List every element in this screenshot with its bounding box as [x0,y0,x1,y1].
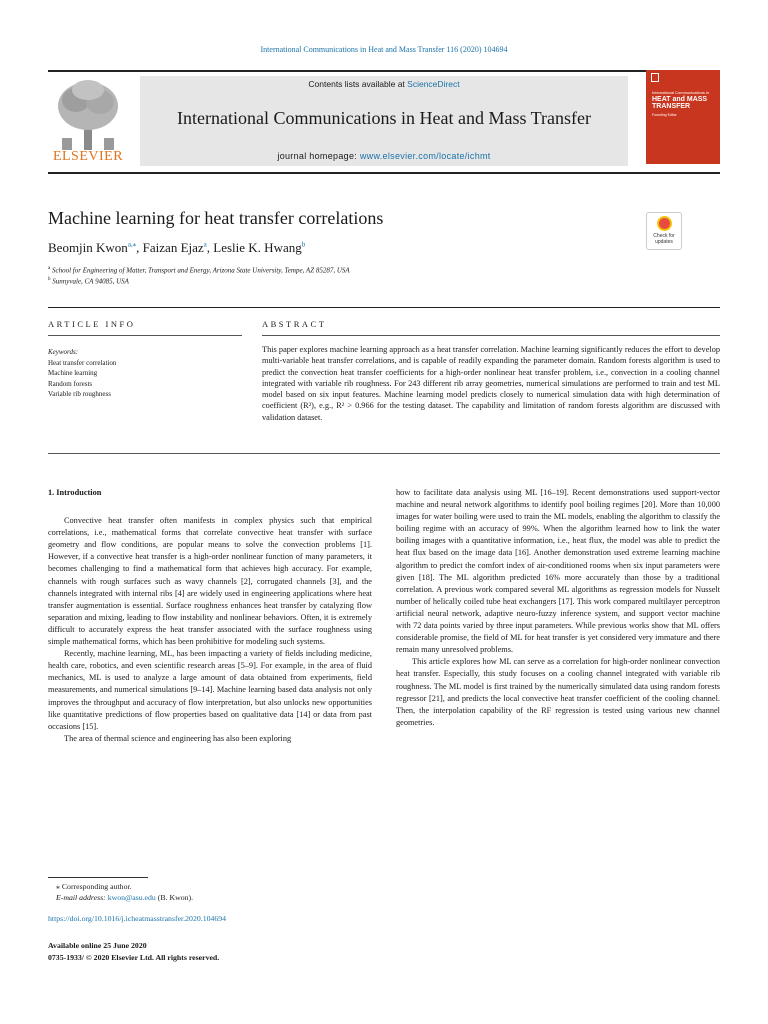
contents-line [140,79,628,89]
journal-title: International Communications in Heat and Mass Transfer [177,108,591,128]
article-info-divider [48,335,242,336]
body-paragraph: This article explores how ML can serve as a correlation for high-order nonlinear convection heat transfer. Especially, this study focuses on a cooling channel integrated with variable rib roughness. The ML model is first trained by the numerically simulated data using random forests regressor [21], and predicts the local convective heat transfer coefficient of the cooling channel. Then, the interpolation capability of the RF regression is tested using various new channel geometries. [396,657,720,727]
author-sup[interactable]: a,⁎ [127,240,137,249]
keyword-item: Variable rib roughness [48,390,111,398]
masthead-top-rule [48,70,720,72]
body-column-left [48,487,372,745]
body-paragraph: Recently, machine learning, ML, has been impacting a variety of fields including medicine, health care, robotics, and even scientific research areas [5–9]. For example, in the area of fluid mechanics, ML is used to analyze a large amount of data obtained from experiments, field measurements, and numerical simulations [9–14]. Machine learning based data analysis not only improves the throughput and accuracy of flow interpretation, but also unlocks new opportunities like quantitative predictions of flow properties based on qualitative data [14] or data from past occasions [15]. [48,649,372,731]
check-updates-label: Check for updates [653,233,675,245]
author-sup[interactable]: a [203,240,207,249]
abstract-heading: ABSTRACT [262,319,327,329]
homepage-line [140,151,628,161]
author-name[interactable]: Faizan Ejaz [142,240,204,255]
journal-cover-thumbnail[interactable] [646,70,720,164]
abstract-text: This paper explores machine learning approach as a heat transfer correlation. Machine learning significantly reduces the effort to develop multi-variable heat transfer correlations, and is capable of readily expanding the parameter domain. Random forests algorithm is used to predict the convection heat transfer coefficients for a high-order nonlinear heat transfer problem, i.e., convection in a cooling channel integrated with variable rib roughness. For 243 different rib array geometries, numerical simulations are performed to train and test ML model based on six input features. Machine learning model predicts closely to numerical simulation data with high determination of coefficient (R²), e.g., R² > 0.966 for the testing dataset. The capability and limitation of random forests algorithm are discussed with validation dataset. [262,345,720,422]
footnotes [48,881,193,903]
email-suffix: (B. Kwon). [155,893,194,902]
masthead-bottom-rule [48,172,720,174]
article-info-heading: ARTICLE INFO [48,319,136,329]
section-divider [48,307,720,308]
body-paragraph: Convective heat transfer often manifests in complex physics such that empirical correlations, i.e., mathematical forms that correlate convective heat transfer with surface geometry and flow conditions, are popular means to solve the convection problems [1]. However, if a convective heat transfer is a high-order nonlinear function of many parameters, it becomes challenging to find a mathematical form that achieves high accuracy. For example, channels with rough surfaces such as wavy channels [2], corrugated channels [3], and the channels integrated with internal ribs [4] are widely used in engineering applications where heat transfer augmentation is essential. Surface roughness enhances heat transfer by catalyzing flow separation and mixing, leading to flow instability and nonlinear behaviors. Often, it is extremely difficult to accurately express the heat transfer associated with the surface roughness using simple mathematical forms, which has been prohibitive for modeling such systems. [48,516,372,647]
corresponding-author-note: ⁎ Corresponding author. [56,882,132,891]
cover-logo-icon [651,73,659,82]
contents-prefix: Contents lists available at [308,79,408,89]
keywords-block [48,347,238,400]
publication-info [48,940,219,964]
author-list: Beomjin Kwon$^{a,⁎}$, Faizan Ejaz$^a$, Leslie K. Hwang$^b$ [48,240,306,255]
author-sup[interactable]: b [301,240,306,249]
affiliation-sup: a [48,266,51,271]
affiliation-text: School for Engineering of Matter, Transport and Energy, Arizona State University, Tempe, AZ 85287, USA [51,266,350,275]
body-paragraph: The area of thermal science and engineering has also been exploring [64,733,292,743]
check-for-updates-button[interactable] [646,212,682,250]
keywords-label: Keywords: [48,348,79,356]
cover-line-3: Founding Editor [652,113,677,117]
article-title: Machine learning for heat transfer correlations [48,208,384,228]
body-column-right [396,487,720,729]
homepage-prefix: journal homepage: [277,151,360,161]
author-name[interactable]: Leslie K. Hwang [213,240,302,255]
introduction-heading: 1. Introduction [48,488,102,497]
keyword-item: Random forests [48,379,93,388]
email-note [48,892,193,903]
affiliation-b [48,277,129,285]
keyword-item: Heat transfer correlation [48,358,117,367]
sciencedirect-link[interactable]: ScienceDirect [407,79,460,89]
homepage-link[interactable]: www.elsevier.com/locate/ichmt [359,151,491,161]
affiliation-a [48,266,350,274]
journal-citation[interactable]: International Communications in Heat and Mass Transfer 116 (2020) 104694 [260,45,508,54]
keyword-item: Machine learning [48,369,98,377]
journal-header-panel [140,76,628,166]
affiliation-sup: b [48,277,51,282]
footnote-divider [48,877,148,878]
elsevier-wordmark[interactable]: ELSEVIER [52,149,124,164]
email-link[interactable]: kwon@asu.edu [107,893,156,902]
cover-line-2: HEAT and MASS TRANSFER [652,96,708,110]
author-name[interactable]: Beomjin Kwon [48,240,128,255]
masthead [48,70,720,174]
body-paragraph: how to facilitate data analysis using ML [16–19]. Recent demonstrations used support-vector machine and neural network algorithms to identify pool boiling regimes [20]. More than 10,000 images for water boiling were used to train the ML models, enabling the algorithm to classify the boiling regime with an accuracy of 99%. When the algorithm learned how to link the water boiling images with a quantitative information, i.e., heat flux, the model was able to predict the heat flux based on the image data [16]. Another demonstration used extreme learning machine algorithm to predict the comfort index of air-conditioned rooms when six input parameters were given [18]. The ML algorithm predicted 16% more accurately than those by a traditional correlation. A previous work compared several ML algorithms as regression models for Nusselt number of helically coiled tube heat exchangers [17]. This work compared multilayer perceptron artificial neural network, adaptive neuro-fuzzy inference system, and support vector machine with 72 data points varied by three input parameters. While previous works show that ML offers considerable promise, the field of ML for heat transfer is yet considered very immature and there remain many unresolved problems. [396,488,720,655]
doi-link[interactable]: https://doi.org/10.1016/j.icheatmasstransfer.2020.104694 [48,914,227,923]
available-online-date: Available online 25 June 2020 [48,941,147,950]
check-updates-icon [657,216,672,231]
affiliation-text: Sunnyvale, CA 94085, USA [52,277,129,286]
copyright-line: 0735-1933/ © 2020 Elsevier Ltd. All rights reserved. [48,953,220,962]
email-label: E-mail address: [56,893,108,902]
cover-line-1: International Communications in [652,90,710,95]
abstract-divider [262,335,720,336]
abstract-end-divider [48,453,720,454]
